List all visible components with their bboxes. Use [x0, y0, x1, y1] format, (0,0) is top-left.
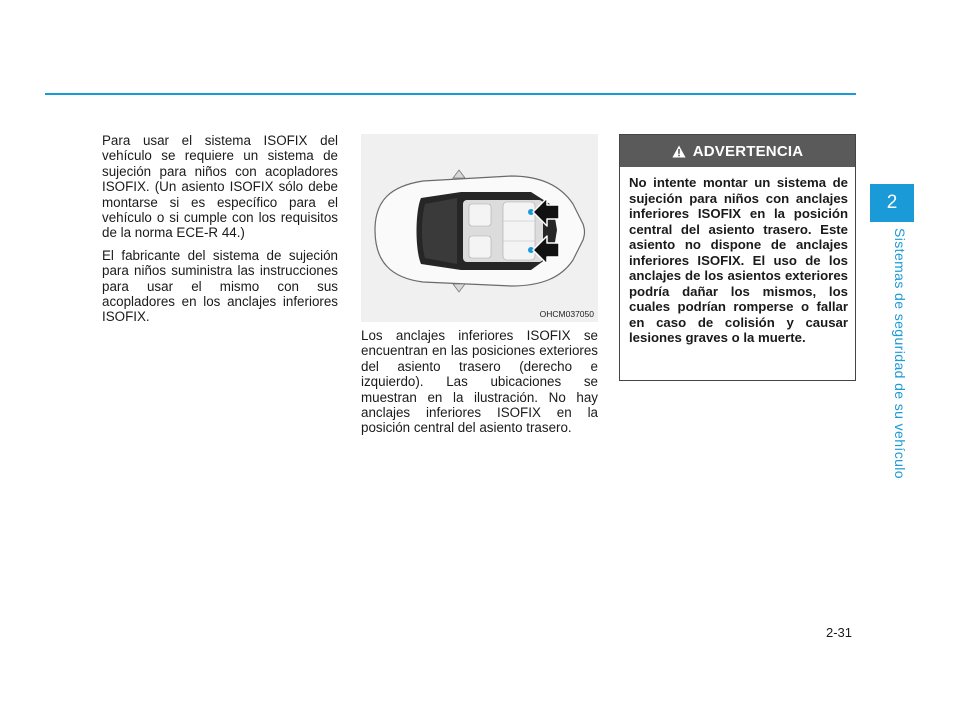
warning-text: No intente montar un sistema de sujeción para niños con anclajes inferiores ISOFIX en la posición central del asiento trasero. Este asiento no dispone de anclajes inferiores ISOFIX. El uso de los anclajes de los asientos exteriores podría dañar los mismos, los cuales podrían romperse o fallar en caso de colisión y causar lesiones graves o la muerte. — [629, 175, 848, 345]
figure-code: OHCM037050 — [539, 309, 594, 319]
chapter-tab: 2 — [870, 184, 914, 222]
warning-triangle-icon — [672, 145, 686, 158]
warning-box — [619, 134, 856, 381]
text-column-middle — [361, 328, 598, 443]
warning-title: ADVERTENCIA — [692, 142, 804, 160]
paragraph-isofix-requirement: Para usar el sistema ISOFIX del vehículo se requiere un sistema de sujeción para niños con acopladores ISOFIX. (Un asiento ISOFIX sólo debe montarse si es específico para el vehículo o si cumple con los requisitos de la norma ECE-R 44.) — [102, 133, 338, 241]
paragraph-manufacturer-instructions: El fabricante del sistema de sujeción para niños suministra las instrucciones para usar el mismo con sus acopladores en los anclajes inferiores ISOFIX. — [102, 247, 338, 325]
isofix-illustration — [361, 134, 598, 322]
text-column-left — [102, 133, 338, 332]
header-rule — [45, 93, 856, 95]
paragraph-anchor-locations: Los anclajes inferiores ISOFIX se encuentran en las posiciones exteriores del asiento trasero (derecho e izquierdo). Las ubicaciones se muestran en la ilustración. No hay anclajes inferiores ISOFIX en la posición central del asiento trasero. — [361, 328, 598, 436]
chapter-title: Sistemas de seguridad de su vehículo — [892, 228, 908, 479]
warning-header — [620, 135, 855, 167]
car-top-view-illustration — [361, 134, 598, 322]
page-number: 2-31 — [826, 625, 853, 640]
